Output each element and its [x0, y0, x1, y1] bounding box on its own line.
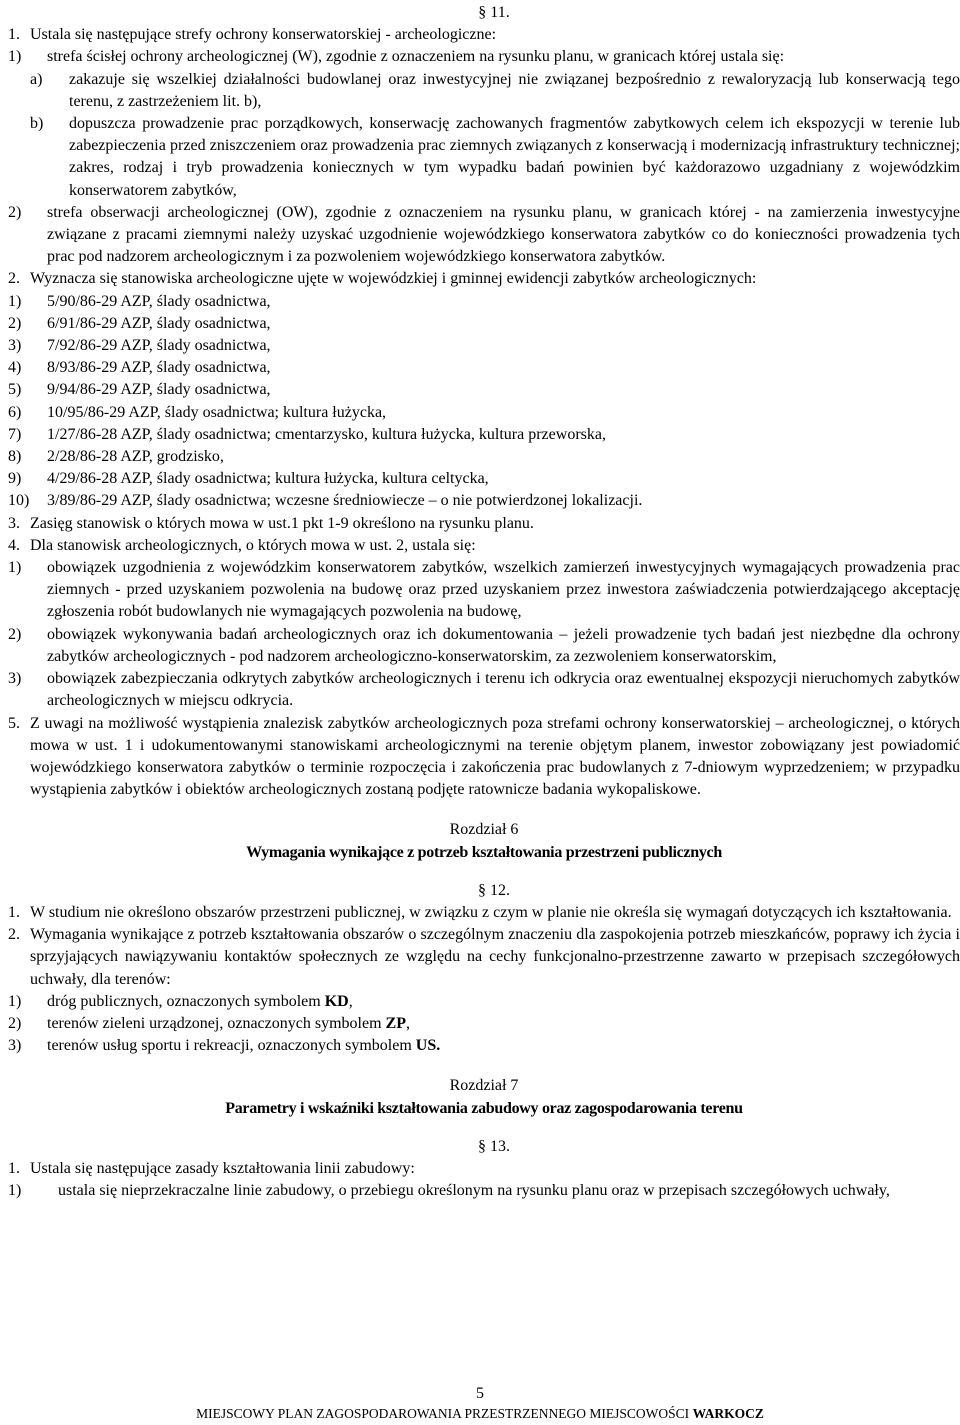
list-item — [8, 313, 960, 335]
item-text: 3/89/86-29 AZP, ślady osadnictwa; wczesne średniowiecze – o nie potwierdzonej lokalizacji. — [47, 492, 643, 510]
s11-p1-item-2 — [8, 202, 960, 269]
item-text: 7/92/86-29 AZP, ślady osadnictwa, — [47, 337, 271, 355]
item-number: 1) — [8, 559, 22, 577]
s11-p1-item-1 — [8, 46, 960, 68]
chapter-title-7: Parametry i wskaźniki kształtowania zabudowy oraz zagospodarowania terenu — [225, 1099, 743, 1117]
item-text: 5/90/86-29 AZP, ślady osadnictwa, — [47, 292, 271, 310]
item-number: 2) — [8, 625, 22, 643]
point-text: W studium nie określono obszarów przestrzeni publicznej, w związku z czym w planie nie określa się wymagań dotyczących ich kształtowania. — [30, 903, 952, 921]
chapter-label-6: Rozdział 6 — [449, 821, 519, 839]
footer-caption-text: MIEJSCOWY PLAN ZAGOSPODAROWANIA PRZESTRZENNEGO MIEJSCOWOŚCI — [196, 1406, 693, 1421]
footer-place: WARKOCZ — [692, 1406, 764, 1421]
list-item — [8, 402, 960, 424]
item-number: 5) — [8, 381, 22, 399]
point-text: Z uwagi na możliwość wystąpienia znalezisk zabytków archeologicznych poza strefami ochrony konserwatorskiej – archeologicznej, o których mowa w ust. 1 i udokumentowanymi stanowiskami archeologicznymi na terenie objętym planem, inwestor zobowiązany jest powiadomić wojewódzkiego konserwatora zabytków o terminie rozpoczęcia i zakończenia prac budowlanych z 7-dniowym wyprzedzeniem; w przypadku wystąpienia zabytków i obiektów archeologicznych zostaną podjęte ratownicze badania wykopaliskowe. — [30, 714, 960, 799]
list-item — [8, 668, 960, 712]
item-number: 2) — [8, 314, 22, 332]
s11-point-4 — [8, 535, 960, 557]
item-text: obowiązek uzgodnienia z wojewódzkim konserwatorem zabytków, wszelkich zamierzeń inwestycyjnych wymagających prowadzenia prac ziemnych - przed uzyskaniem pozwolenia na budowę oraz przed uzyskaniem przez inwestora zaświadczenia potwierdzającego akceptację zgłoszenia robót budowlanych nie wymagających pozwolenia na budowę, — [47, 559, 960, 621]
point-number: 3. — [8, 514, 20, 532]
point-text: Ustala się następujące strefy ochrony konserwatorskiej - archeologiczne: — [30, 26, 497, 44]
point-text: Zasięg stanowisk o których mowa w ust.1 pkt 1-9 określono na rysunku planu. — [30, 514, 534, 532]
list-item — [8, 424, 960, 446]
item-number: 9) — [8, 470, 22, 488]
item-number: 2) — [8, 203, 22, 221]
site-list — [8, 291, 960, 513]
item-text — [47, 1035, 960, 1057]
list-item — [8, 1013, 960, 1035]
page-number: 5 — [476, 1385, 484, 1402]
item-number: 1) — [8, 48, 22, 66]
paragraph-mark-13: § 13. — [478, 1137, 510, 1155]
item-text — [47, 991, 960, 1013]
chapter-label-7: Rozdział 7 — [449, 1077, 519, 1095]
point-number: 4. — [8, 536, 20, 554]
item-text: 4/29/86-28 AZP, ślady osadnictwa; kultura łużycka, kultura celtycka, — [47, 470, 489, 488]
list-item — [8, 379, 960, 401]
list-item — [8, 468, 960, 490]
land-symbol: US. — [415, 1037, 441, 1055]
item-number: 2) — [8, 1014, 22, 1032]
point-text: Ustala się następujące zasady kształtowania linii zabudowy: — [30, 1159, 415, 1177]
letter-text: zakazuje się wszelkiej działalności budowlanej oraz inwestycyjnej nie związanej bezpośrednio z rewaloryzacją lub konserwacją tego terenu, z zastrzeżeniem lit. b), — [69, 70, 960, 110]
point-number: 1. — [8, 26, 20, 44]
footer-caption — [0, 1403, 960, 1425]
s11-point-5 — [8, 713, 960, 802]
document-page — [8, 0, 960, 1202]
item-number: 10) — [8, 492, 30, 510]
item-number: 1) — [8, 292, 22, 310]
point-text: Dla stanowisk archeologicznych, o których mowa w ust. 2, ustala się: — [30, 536, 476, 554]
s13-point-1 — [8, 1158, 960, 1180]
s13-p1-item-1 — [8, 1180, 960, 1202]
item-number: 3) — [8, 670, 22, 688]
letter-text: dopuszcza prowadzenie prac porządkowych, konserwację zachowanych fragmentów zabytkowych celem ich ekspozycji w terenie lub zabezpieczenia przed zniszczeniem oraz prowadzenia prac ziemnych związanych z konserwacją i modernizacją infrastruktury technicznej; zakres, rodzaj i tryb prowadzenia koniecznych w tym wypadku badań powinien być każdorazowo uzgadniany z wojewódzkim konserwatorem zabytków, — [69, 115, 960, 199]
item-text — [47, 1013, 960, 1035]
point-text: Wyznacza się stanowiska archeologiczne ujęte w wojewódzkiej i gminnej ewidencji zabytków archeologicznych: — [30, 270, 757, 288]
item-text: obowiązek wykonywania badań archeologicznych oraz ich dokumentowania – jeżeli prowadzenie tych badań jest niezbędne dla ochrony zabytków archeologicznych - pod nadzorem archeologiczno-konserwatorskim, za zezwoleniem konserwatorskim, — [47, 625, 960, 665]
list-item — [8, 490, 960, 512]
letter-label: a) — [30, 70, 43, 88]
point-number: 5. — [8, 714, 20, 732]
list-item — [8, 291, 960, 313]
paragraph-mark-12: § 12. — [478, 881, 510, 899]
point-number: 2. — [8, 270, 20, 288]
item-number: 7) — [8, 425, 22, 443]
list-item — [8, 991, 960, 1013]
item-text-pre: terenów usług sportu i rekreacji, oznaczonych symbolem — [47, 1037, 416, 1055]
item-text: strefa obserwacji archeologicznej (OW), zgodnie z oznaczeniem na rysunku planu, w granicach której - na zamierzenia inwestycyjne związane z pracami ziemnymi należy uzyskać uzgodnienie wojewódzkiego konserwatora zabytków co do konieczności prowadzenia tych prac pod nadzorem archeologicznym i za pozwoleniem wojewódzkiego konserwatora zabytków. — [47, 203, 960, 266]
land-symbol: KD — [324, 992, 349, 1010]
item-text: 1/27/86-28 AZP, ślady osadnictwa; cmentarzysko, kultura łużycka, kultura przeworska, — [47, 425, 606, 443]
s11-point-2 — [8, 268, 960, 290]
item-number: 1) — [8, 992, 22, 1010]
item-number: 3) — [8, 337, 22, 355]
item-text: 10/95/86-29 AZP, ślady osadnictwa; kultura łużycka, — [47, 403, 387, 421]
item-text-post: , — [348, 992, 353, 1010]
item-number: 3) — [8, 1037, 22, 1055]
item-text-post: , — [405, 1014, 410, 1032]
s11-p1-item-1-letter-a — [30, 69, 960, 113]
item-text: 8/93/86-29 AZP, ślady osadnictwa, — [47, 359, 271, 377]
paragraph-mark-11: § 11. — [478, 4, 510, 21]
s11-point-1 — [8, 24, 960, 46]
point-number: 1. — [8, 903, 20, 921]
list-item — [8, 624, 960, 668]
letter-label: b) — [30, 115, 44, 133]
s12-point-2 — [8, 924, 960, 991]
list-item — [8, 357, 960, 379]
item-text-pre: terenów zieleni urządzonej, oznaczonych symbolem — [47, 1014, 386, 1032]
item-text: 6/91/86-29 AZP, ślady osadnictwa, — [47, 314, 271, 332]
item-number: 6) — [8, 403, 22, 421]
s12-point-1 — [8, 902, 960, 924]
list-item — [8, 1035, 960, 1057]
item-text: ustala się nieprzekraczalne linie zabudowy, o przebiegu określonym na rysunku planu oraz w przepisach szczegółowych uchwały, — [58, 1182, 890, 1200]
land-symbol: ZP — [385, 1014, 406, 1032]
list-item — [8, 557, 960, 624]
point-number: 1. — [8, 1159, 20, 1177]
item-text: 9/94/86-29 AZP, ślady osadnictwa, — [47, 381, 271, 399]
point-text: Wymagania wynikające z potrzeb kształtowania obszarów o szczególnym znaczeniu dla zaspokojenia potrzeb mieszkańców, poprawy ich życia i sprzyjających nawiązywaniu kontaktów społecznych ze względu na cechy funkcjonalno-przestrzenne zawarto w przepisach szczegółowych uchwały, dla terenów: — [30, 926, 960, 988]
s11-p1-item-1-letter-b — [30, 113, 960, 202]
chapter-title-6: Wymagania wynikające z potrzeb kształtowania przestrzeni publicznych — [246, 843, 722, 861]
s11-point-3 — [8, 513, 960, 535]
item-number: 1) — [8, 1182, 22, 1200]
item-number: 8) — [8, 448, 22, 466]
item-text: 2/28/86-28 AZP, grodzisko, — [47, 448, 224, 466]
item-text-pre: dróg publicznych, oznaczonych symbolem — [47, 992, 325, 1010]
item-text: obowiązek zabezpieczania odkrytych zabytków archeologicznych i terenu ich odkrycia oraz ewentualnej ekspozycji nieruchomych zabytków archeologicznych w miejscu odkrycia. — [47, 670, 960, 710]
list-item — [8, 446, 960, 468]
point-number: 2. — [8, 926, 20, 944]
item-text: strefa ścisłej ochrony archeologicznej (W), zgodnie z oznaczeniem na rysunku planu, w granicach której ustala się: — [47, 48, 785, 66]
item-number: 4) — [8, 359, 22, 377]
list-item — [8, 335, 960, 357]
